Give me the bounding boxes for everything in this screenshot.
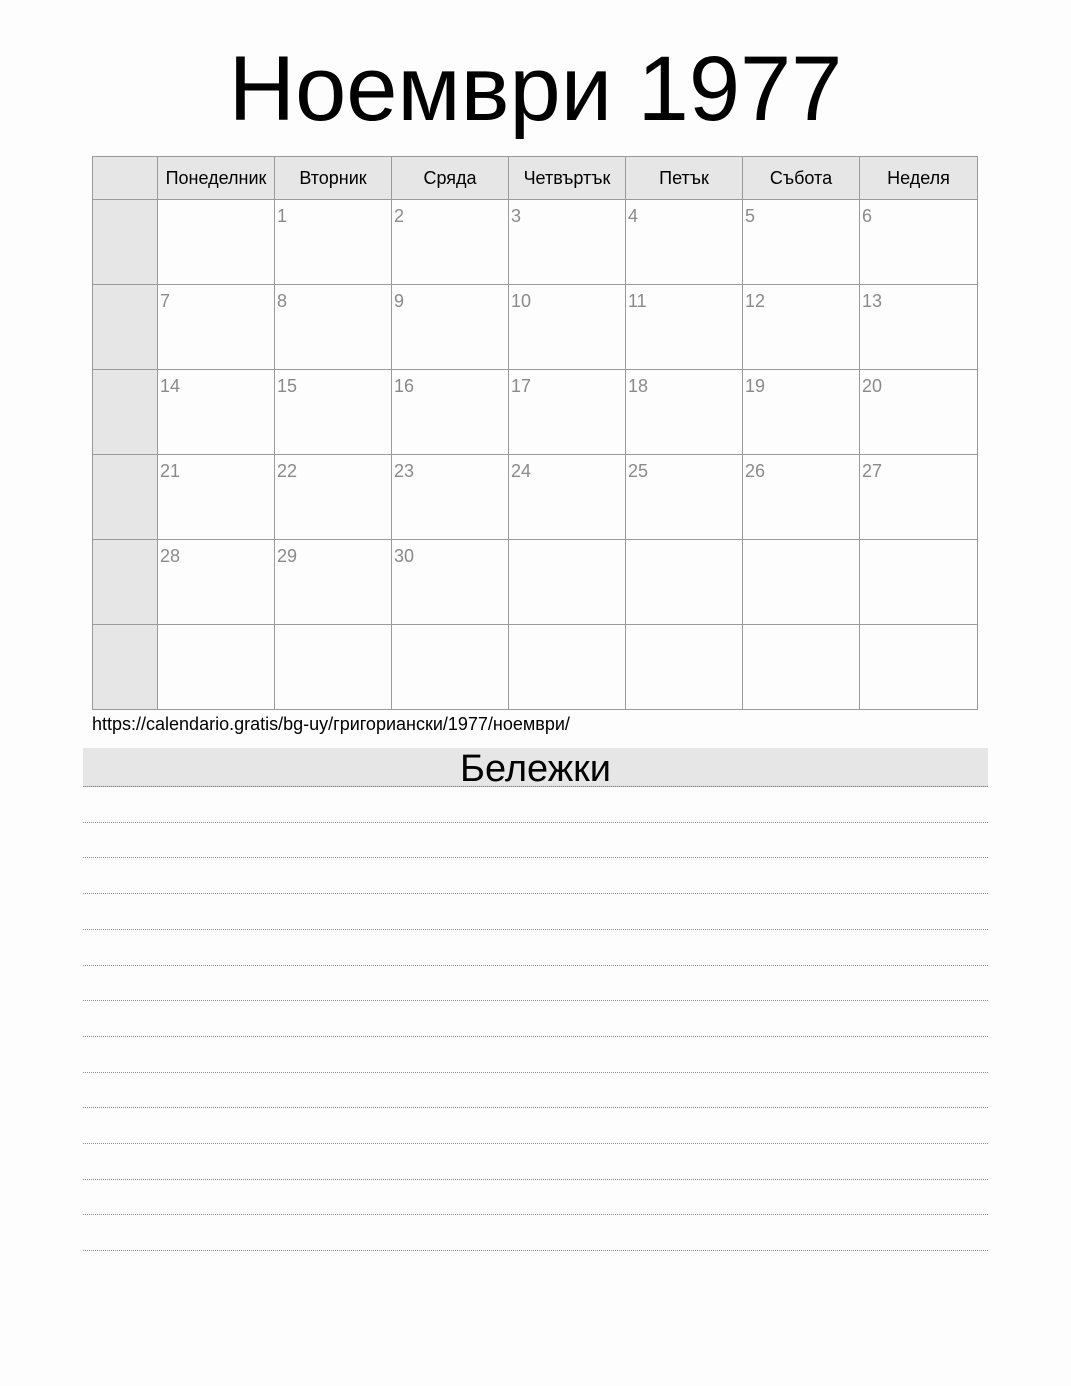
day-number bbox=[860, 540, 977, 546]
day-number: 1 bbox=[277, 206, 288, 226]
source-url: https://calendario.gratis/bg-uy/григориански/1977/ноември/ bbox=[92, 714, 570, 734]
day-cell bbox=[392, 455, 509, 540]
note-line bbox=[83, 1036, 988, 1037]
day-number: 26 bbox=[745, 461, 766, 481]
day-cell bbox=[275, 625, 392, 710]
weekday-header: Петък bbox=[626, 157, 743, 200]
day-cell bbox=[743, 540, 860, 625]
day-number bbox=[509, 540, 625, 546]
day-number: 25 bbox=[628, 461, 649, 481]
day-number: 21 bbox=[160, 461, 181, 481]
note-line bbox=[83, 893, 988, 894]
note-line bbox=[83, 965, 988, 966]
day-number bbox=[275, 625, 391, 631]
day-cell bbox=[158, 455, 275, 540]
day-cell bbox=[392, 285, 509, 370]
day-number: 11 bbox=[628, 291, 647, 311]
day-number: 30 bbox=[394, 546, 415, 566]
day-number: 12 bbox=[745, 291, 766, 311]
day-cell bbox=[509, 200, 626, 285]
day-cell bbox=[275, 285, 392, 370]
day-number: 16 bbox=[394, 376, 415, 396]
day-cell bbox=[158, 285, 275, 370]
day-cell bbox=[743, 370, 860, 455]
calendar-grid bbox=[92, 156, 978, 710]
week-number-cell bbox=[93, 370, 158, 455]
day-cell bbox=[509, 625, 626, 710]
day-number: 20 bbox=[862, 376, 883, 396]
day-number bbox=[509, 625, 625, 631]
day-number: 6 bbox=[862, 206, 873, 226]
day-cell bbox=[860, 285, 978, 370]
note-line bbox=[83, 1000, 988, 1001]
day-number bbox=[158, 200, 274, 206]
day-number: 17 bbox=[511, 376, 532, 396]
day-number bbox=[158, 625, 274, 631]
day-cell bbox=[626, 455, 743, 540]
calendar-week-row bbox=[93, 625, 978, 710]
day-number bbox=[626, 625, 742, 631]
day-cell bbox=[626, 200, 743, 285]
weekday-header: Четвъртък bbox=[509, 157, 626, 200]
day-number: 27 bbox=[862, 461, 883, 481]
day-number: 19 bbox=[745, 376, 766, 396]
day-cell bbox=[392, 200, 509, 285]
week-number-cell bbox=[93, 540, 158, 625]
day-cell bbox=[392, 370, 509, 455]
note-line bbox=[83, 1214, 988, 1215]
day-cell bbox=[509, 540, 626, 625]
day-cell bbox=[509, 370, 626, 455]
day-cell bbox=[743, 200, 860, 285]
day-cell bbox=[275, 540, 392, 625]
day-number: 18 bbox=[628, 376, 649, 396]
day-cell bbox=[860, 625, 978, 710]
day-number: 29 bbox=[277, 546, 298, 566]
day-cell bbox=[392, 540, 509, 625]
page-title: Ноември 1977 bbox=[228, 38, 843, 140]
note-line bbox=[83, 929, 988, 930]
day-cell bbox=[626, 625, 743, 710]
day-number: 7 bbox=[160, 291, 171, 311]
week-number-cell bbox=[93, 200, 158, 285]
day-cell bbox=[509, 455, 626, 540]
day-cell bbox=[626, 285, 743, 370]
day-number: 24 bbox=[511, 461, 532, 481]
day-number bbox=[392, 625, 508, 631]
day-number: 10 bbox=[511, 291, 532, 311]
day-number: 15 bbox=[277, 376, 298, 396]
calendar-week-row bbox=[93, 370, 978, 455]
day-cell bbox=[743, 455, 860, 540]
note-line bbox=[83, 822, 988, 823]
weekday-header: Неделя bbox=[860, 157, 978, 200]
day-number: 28 bbox=[160, 546, 181, 566]
note-line bbox=[83, 857, 988, 858]
calendar-week-row bbox=[93, 200, 978, 285]
week-number-header bbox=[93, 157, 158, 200]
day-cell bbox=[626, 540, 743, 625]
day-number: 23 bbox=[394, 461, 415, 481]
calendar-week-row bbox=[93, 455, 978, 540]
day-cell bbox=[860, 200, 978, 285]
day-cell bbox=[158, 200, 275, 285]
week-number-cell bbox=[93, 625, 158, 710]
day-cell bbox=[860, 540, 978, 625]
day-number: 14 bbox=[160, 376, 181, 396]
note-line bbox=[83, 1107, 988, 1108]
day-cell bbox=[158, 540, 275, 625]
day-number: 2 bbox=[394, 206, 405, 226]
note-line bbox=[83, 1179, 988, 1180]
day-cell bbox=[158, 370, 275, 455]
day-number: 9 bbox=[394, 291, 405, 311]
week-number-cell bbox=[93, 455, 158, 540]
day-cell bbox=[626, 370, 743, 455]
note-line bbox=[83, 786, 988, 787]
weekday-header-row bbox=[93, 157, 978, 200]
day-cell bbox=[275, 370, 392, 455]
day-cell bbox=[860, 370, 978, 455]
week-number-cell bbox=[93, 285, 158, 370]
day-cell bbox=[860, 455, 978, 540]
day-cell bbox=[392, 625, 509, 710]
notes-title: Бележки bbox=[83, 748, 988, 787]
day-number: 22 bbox=[277, 461, 298, 481]
day-number bbox=[860, 625, 977, 631]
calendar-week-row bbox=[93, 285, 978, 370]
weekday-header: Сряда bbox=[392, 157, 509, 200]
day-number: 4 bbox=[628, 206, 639, 226]
day-cell bbox=[743, 625, 860, 710]
day-number: 8 bbox=[277, 291, 288, 311]
day-number: 3 bbox=[511, 206, 522, 226]
note-line bbox=[83, 1072, 988, 1073]
calendar-week-row bbox=[93, 540, 978, 625]
day-cell bbox=[743, 285, 860, 370]
day-number bbox=[626, 540, 742, 546]
day-number bbox=[743, 625, 859, 631]
day-cell bbox=[509, 285, 626, 370]
day-number bbox=[743, 540, 859, 546]
note-line bbox=[83, 1250, 988, 1251]
day-cell bbox=[158, 625, 275, 710]
weekday-header: Понеделник bbox=[158, 157, 275, 200]
day-number: 5 bbox=[745, 206, 756, 226]
day-cell bbox=[275, 200, 392, 285]
day-cell bbox=[275, 455, 392, 540]
weekday-header: Вторник bbox=[275, 157, 392, 200]
note-line bbox=[83, 1143, 988, 1144]
day-number: 13 bbox=[862, 291, 883, 311]
weekday-header: Събота bbox=[743, 157, 860, 200]
